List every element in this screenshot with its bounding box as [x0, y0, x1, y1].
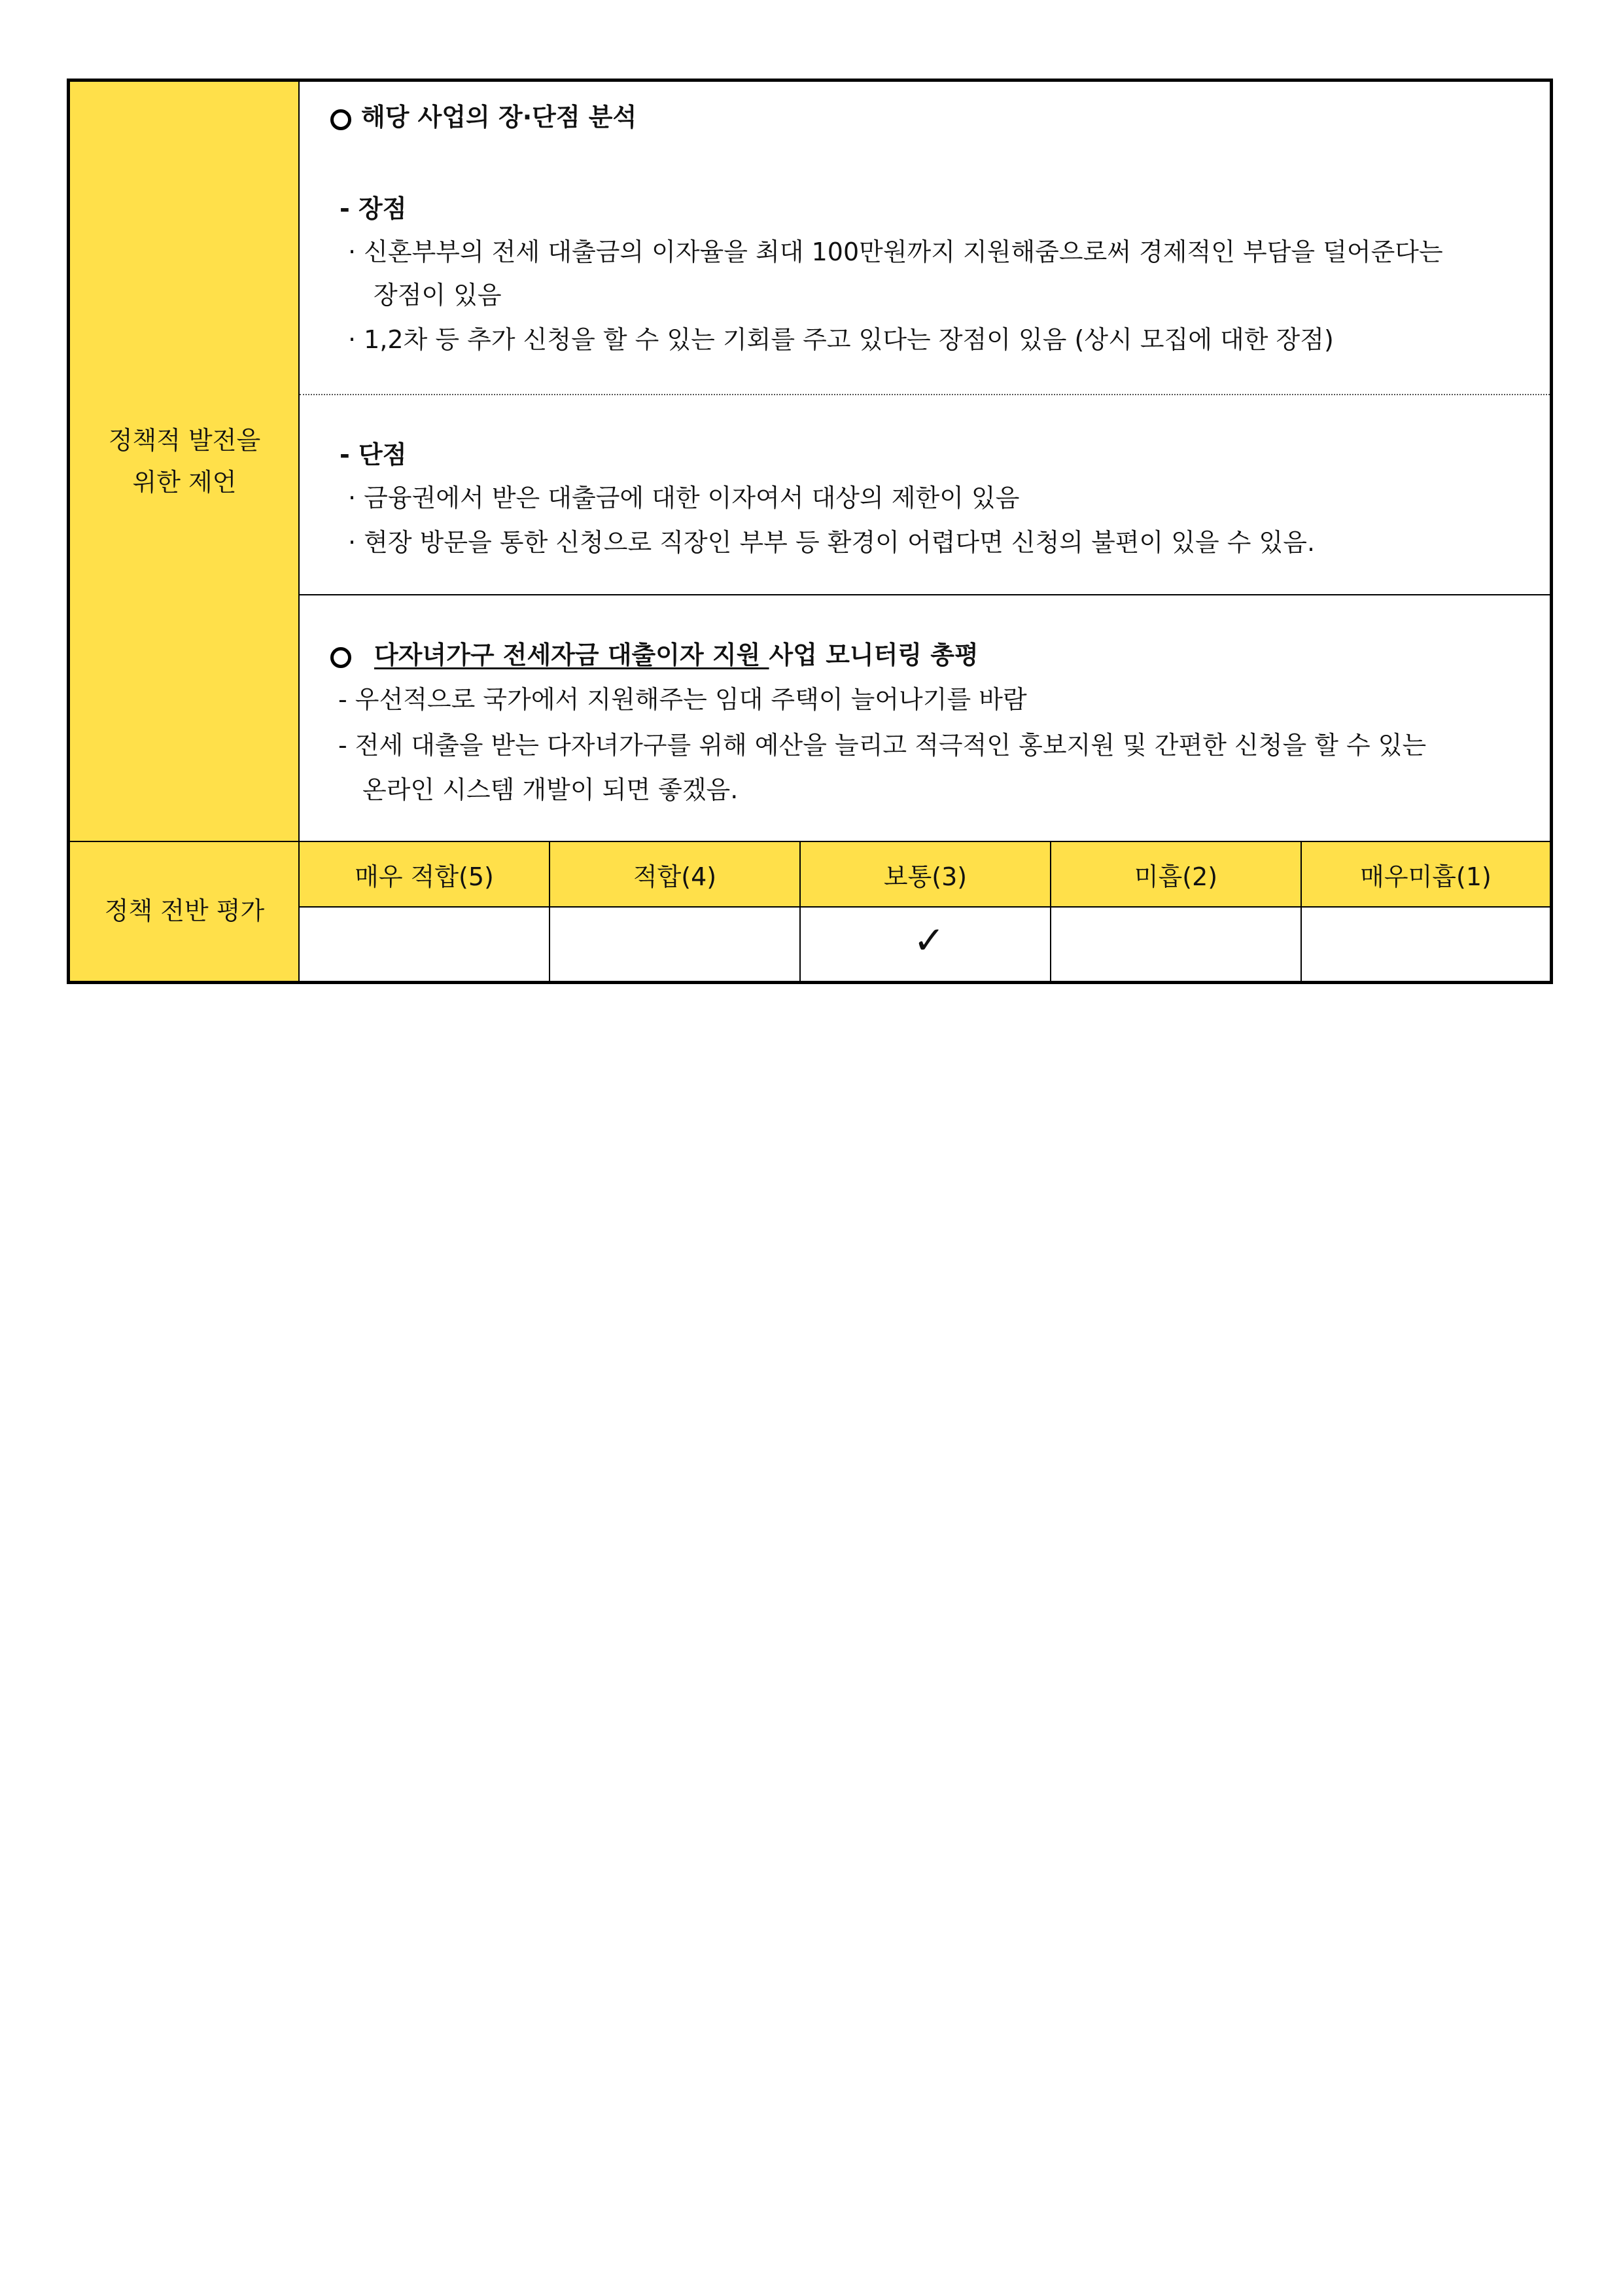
section2-title	[361, 639, 979, 671]
cons-title: - 단점	[340, 440, 407, 469]
section2-title-underlined: 다자녀가구 전세자금 대출이자 지원	[374, 641, 769, 669]
policy-suggestion-label	[70, 82, 299, 841]
pros-item-1-cont: 장점이 있음	[374, 281, 502, 309]
section1-title: 해당 사업의 장·단점 분석	[361, 103, 637, 132]
policy-suggestion-label-line2: 위한 제언	[132, 468, 237, 497]
rating-cell	[300, 908, 549, 981]
cons-item-2: · 현장 방문을 통한 신청으로 직장인 부부 등 환경이 어렵다면 신청의 불편이 있을 수 있음.	[348, 528, 1316, 557]
rating-cell	[1051, 908, 1300, 981]
rating-option-insufficient: 미흡(2)	[1134, 862, 1218, 891]
rating-cell-selected	[801, 908, 1050, 981]
review-divider	[300, 594, 1550, 595]
section2-title-rest: 사업 모니터링 총평	[769, 641, 979, 669]
pros-title: - 장점	[340, 194, 407, 223]
circle-bullet-icon	[330, 109, 351, 130]
policy-suggestion-label-line1: 정책적 발전을	[108, 426, 261, 455]
evaluation-label	[70, 841, 299, 981]
review-item-1: - 우선적으로 국가에서 지원해주는 임대 주택이 늘어나기를 바람	[338, 685, 1027, 714]
review-item-2-cont: 온라인 시스템 개발이 되면 좋겠음.	[362, 775, 739, 804]
rating-cell	[550, 908, 799, 981]
evaluation-label-text: 정책 전반 평가	[104, 896, 265, 925]
pros-item-1: · 신혼부부의 전세 대출금의 이자율을 최대 100만원까지 지원해줌으로써 경제적인 부담을 덜어준다는	[348, 238, 1443, 266]
policy-evaluation-table	[67, 79, 1553, 984]
checkmark-icon: ✓	[913, 918, 945, 963]
rating-option-very-suitable: 매우 적합(5)	[355, 862, 494, 891]
review-item-2: - 전세 대출을 받는 다자녀가구를 위해 예산을 늘리고 적극적인 홍보지원 및 간편한 신청을 할 수 있는	[338, 731, 1427, 760]
cons-item-1: · 금융권에서 받은 대출금에 대한 이자여서 대상의 제한이 있음	[348, 484, 1020, 512]
rating-option-very-insufficient: 매우미흡(1)	[1360, 862, 1492, 891]
rating-option-suitable: 적합(4)	[633, 862, 717, 891]
rating-option-average: 보통(3)	[883, 862, 968, 891]
circle-bullet-icon	[330, 647, 351, 668]
pros-item-2: · 1,2차 등 추가 신청을 할 수 있는 기회를 주고 있다는 장점이 있음 (상시 모집에 대한 장점)	[348, 325, 1334, 354]
rating-cell	[1302, 908, 1550, 981]
pros-cons-divider	[300, 394, 1550, 395]
